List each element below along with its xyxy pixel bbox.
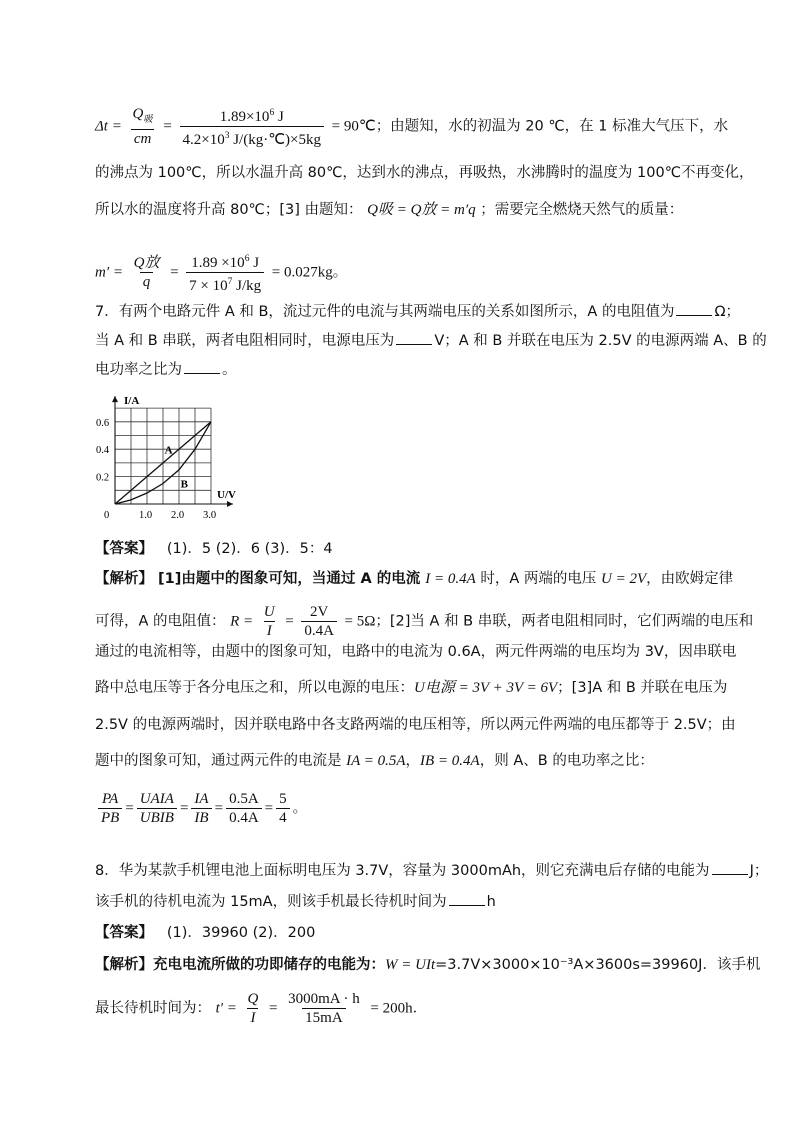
- answer-blank[interactable]: [449, 893, 485, 906]
- x-tick-label: 2.0: [171, 510, 185, 521]
- fraction-q-over-cm: $\frac{Q_吸}{cm}$: [132, 106, 153, 147]
- iv-graph: [95, 392, 255, 524]
- origin-label: 0: [104, 510, 110, 521]
- q7-line-1: 7．有两个电路元件 A 和 B，流过元件的电流与其两端电压的关系如图所示，A 的电阻值为 Ω；: [95, 304, 741, 320]
- q8-line-2: 该手机的待机电流为 15mA，则该手机最长待机时间为 h: [95, 894, 496, 910]
- q8-line-1: 8．华为某款手机锂电池上面标明电压为 3.7V，容量为 3000mAh，则它充满电后存储的电能为 J；: [95, 863, 769, 879]
- q7-analysis-4: 路中总电压等于各分电压之和，所以电源的电压：U电源 = 3V + 3V = 6V；[3]A 和 B 并联在电压为: [95, 680, 728, 696]
- q7-answer: 【答案】 (1)．5 (2)．6 (3)．5：4: [95, 541, 333, 557]
- delta-t-symbol: Δt =: [95, 118, 122, 135]
- formula-line-delta-t: Δt = $\frac{Q_吸}{cm}$ = $\frac{1.89\times 10^6 J}{4.2\times 10^3 J/(kg\cdot℃)\times 5kg}$ = 90℃；由题知，水的初温为 20 ℃，在 1 标准大气压下，水: [95, 106, 729, 148]
- q7-analysis-5: 2.5V 的电源两端时，因并联电路中各支路两端的电压相等，所以两元件两端的电压都等于 2.5V；由: [95, 717, 736, 733]
- answer-blank[interactable]: [396, 332, 432, 345]
- x-tick-label: 3.0: [203, 510, 217, 521]
- series-label-A: A: [164, 444, 173, 457]
- y-tick-label: 0.2: [96, 472, 110, 484]
- y-axis-arrow: [112, 396, 118, 402]
- x-tick-label: 1.0: [139, 510, 153, 521]
- q8-analysis-2: 最长待机时间为： t′ = $\frac{Q}{I}$ = $\frac{3000mA \cdot h}{15mA}$ = 200h．: [95, 991, 428, 1026]
- y-tick-label: 0.4: [96, 445, 110, 457]
- x-axis-arrow: [227, 501, 233, 507]
- formula-line-mass: m′ = $\frac{\text{Q放}}{q}$ = $\frac{1.89 \times 10^6 J}{7 \times 10^7 J/kg}$ = 0.027kg。: [95, 254, 348, 294]
- series-label-B: B: [180, 478, 188, 491]
- answer-blank[interactable]: [712, 862, 748, 875]
- y-tick-label: 0.6: [96, 417, 110, 429]
- answer-blank[interactable]: [184, 361, 220, 374]
- q7-line-2: 当 A 和 B 串联，两者电阻相同时，电源电压为 V；A 和 B 并联在电压为 2.5V 的电源两端 A、B 的: [95, 333, 767, 349]
- answer-blank[interactable]: [676, 303, 712, 316]
- q7-power-ratio-formula: $\frac{PA}{PB}$ = $\frac{\text{UAIA}}{\text{UBIB}}$ = $\frac{IA}{IB}$ = $\frac{0.5A}{0.4A}$ = $\frac{5}{4}$ 。: [95, 790, 715, 827]
- text-line-2: 的沸点为 100℃，所以水温升高 80℃，达到水的沸点，再吸热，水沸腾时的温度为 100℃不再变化，: [95, 165, 754, 181]
- q8-answer: 【答案】 (1)．39960 (2)．200: [95, 925, 316, 941]
- q7-analysis-1: 【解析】 [1]由题中的图象可知，当通过 A 的电流 I = 0.4A 时，A 两端的电压 U = 2V，由欧姆定律: [95, 571, 734, 587]
- x-axis-label: U/V: [217, 489, 236, 501]
- q7-analysis-2: 可得，A 的电阻值： R = $\frac{U}{I}$ = $\frac{2V}{0.4A}$ = 5Ω；[2]当 A 和 B 串联，两者电阻相同时，它们两端的电压和: [95, 604, 754, 639]
- text-line-3: 所以水的温度将升高 80℃；[3] 由题知： Q吸 = Q放 = m′q ；需要完全燃烧天然气的质量：: [95, 202, 684, 218]
- q7-analysis-3: 通过的电流相等，由题中的图象可知，电路中的电流为 0.6A，两元件两端的电压均为 3V，因串联电: [95, 644, 737, 660]
- q8-analysis-1: 【解析】充电电流所做的功即储存的电能为：W = UIt=3.7V×3000×10⁻³A×3600s=39960J．该手机: [95, 957, 761, 973]
- y-axis-label: I/A: [124, 395, 140, 407]
- fraction-heat-calc: $\frac{1.89\times 10^6 J}{4.2\times 10^3 J/(kg\cdot℃)\times 5kg}$: [180, 104, 325, 149]
- q7-analysis-6: 题中的图象可知，通过两元件的电流是 IA = 0.5A，IB = 0.4A，则 A、B 的电功率之比：: [95, 753, 654, 769]
- q7-line-3: 电功率之比为 。: [95, 362, 237, 378]
